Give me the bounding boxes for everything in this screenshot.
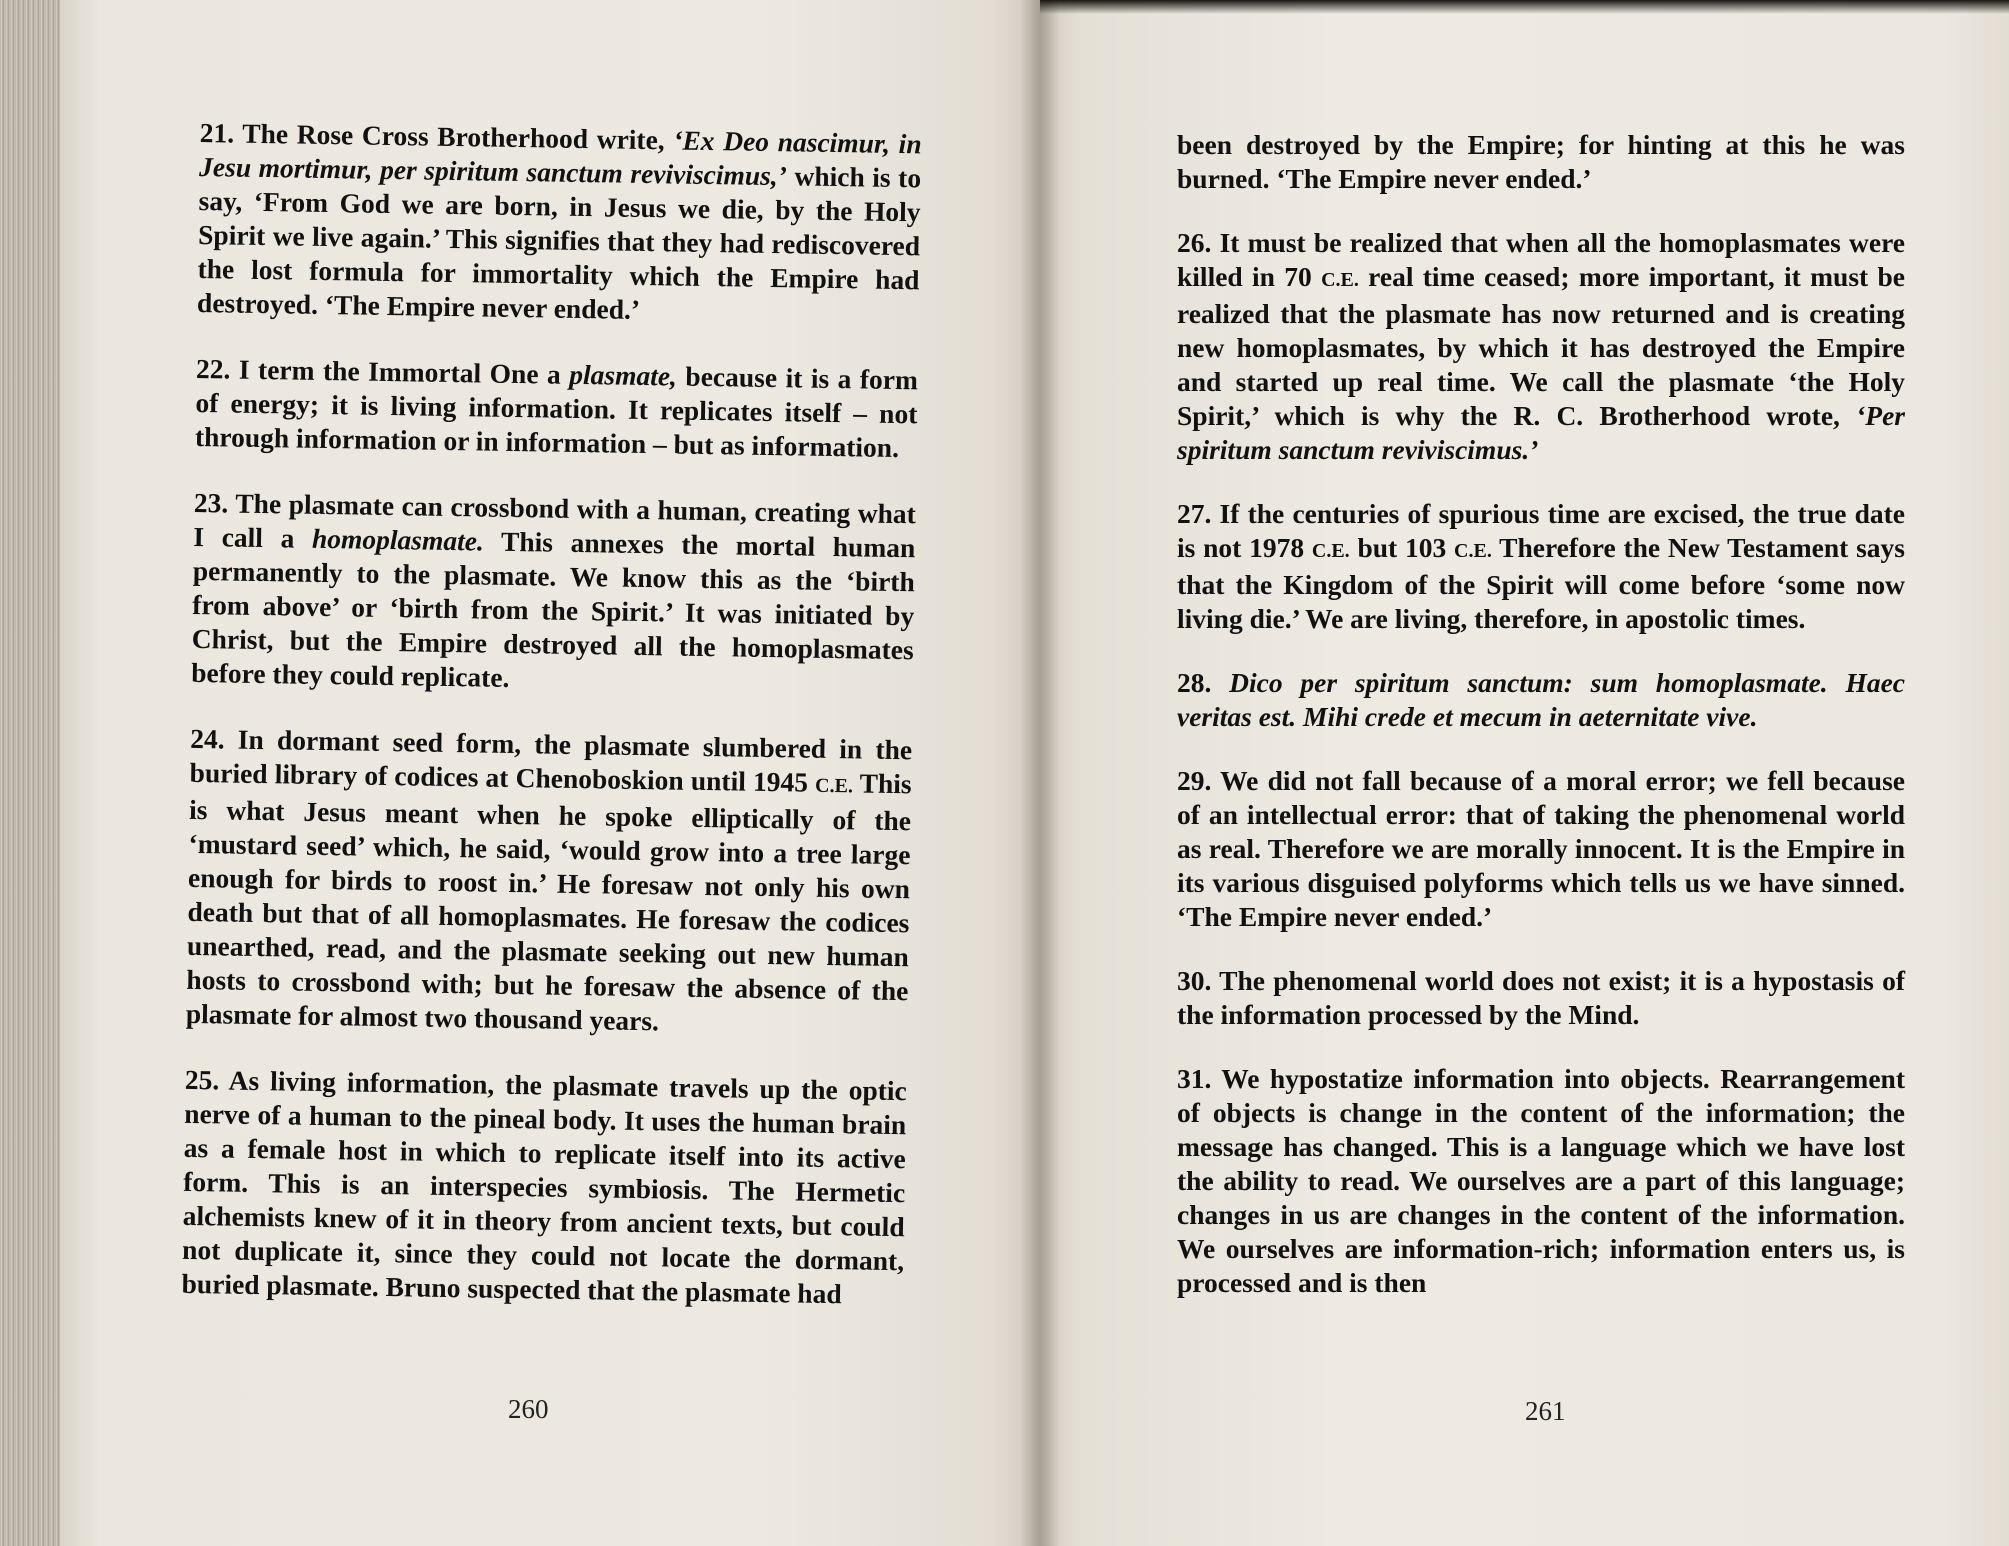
paragraph-29: 29. We did not fall because of a moral error; we fell because of an intellectual error: that of taking the phenomenal world as real. Therefore we are morally innocent. It is the Empire in its various disguised polyforms which tells us we have sinned. ‘The Empire never ended.’ <box>1177 765 1905 932</box>
paragraph-26 <box>1177 226 1905 467</box>
left-page-text <box>181 116 922 1344</box>
right-page-text <box>1177 128 1905 1330</box>
paragraph-text: This is what Jesus meant when he spoke elliptically of the ‘mustard seed’ which, he said, ‘would grow into a tree large enough for birds to roost in.’ He foresaw not only his own death but that of all homoplasmates. He foresaw the codices unearthed, read, and the plasmate seeking out new human hosts to crossbond with; but he foresaw the absence of the plasmate for almost two thousand years. <box>185 767 912 1037</box>
paragraph-23 <box>191 486 916 701</box>
top-shadow <box>1040 0 2009 14</box>
era-abbreviation: C.E. <box>1311 540 1350 562</box>
paragraph-30: 30. The phenomenal world does not exist; it is a hypostasis of the information processed by the Mind. <box>1177 965 1905 1030</box>
paragraph-25-continued: been destroyed by the Empire; for hinting at this he was burned. ‘The Empire never ended.’ <box>1177 129 1905 194</box>
era-abbreviation: C.E. <box>1454 540 1492 562</box>
page-number-left: 260 <box>508 1394 549 1424</box>
era-abbreviation: C.E. <box>814 774 854 798</box>
paragraph-text: Therefore the New Testament says that the Kingdom of the Spirit will come before ‘some now living die.’ We are living, therefore, in apostolic times. <box>1177 532 1905 634</box>
paragraph-text: 23. The plasmate can crossbond with a human, creating what I call a <box>193 486 917 554</box>
paragraph-text: real time ceased; more important, it must be realized that the plasmate has now returned and is creating new homoplasmates, by which it has destroyed the Empire and started up real time. We call the plasmate ‘the Holy Spirit,’ which is why the R. C. Brotherhood wrote, <box>1177 261 1905 431</box>
paragraph-31: 31. We hypostatize information into objects. Rearrangement of objects is change in the content of the information; the message has changed. This is a language which we have lost the ability to read. We ourselves are a part of this language; changes in us are changes in the content of the information. We ourselves are information-rich; information enters us, is processed and is then <box>1177 1063 1905 1298</box>
paragraph-number: 28. <box>1177 667 1230 698</box>
latin-quote: ‘Per spiritum sanctum reviviscimus.’ <box>1177 400 1905 465</box>
paragraph-text: but 103 <box>1349 532 1455 563</box>
paragraph-text: 22. I term the Immortal One a <box>195 352 570 390</box>
latin-motto: ‘Ex Deo nascimur, in Jesu mortimur, per spiritum sanctum reviviscimus,’ <box>198 124 922 192</box>
paragraph-text: 26. It must be realized that when all the homoplasmates were killed in 70 <box>1177 227 1905 292</box>
paragraph-22 <box>195 352 919 465</box>
paragraph-text: This annexes the mortal human permanently to the plasmate. We know this as the ‘birth from above’ or ‘birth from the Spirit.’ It was initiated by Christ, but the Empire destroyed all the homoplasmates before they could replicate. <box>191 525 916 693</box>
latin-declaration: Dico per spiritum sanctum: sum homoplasmate. Haec veritas est. Mihi crede et mecum in aeternitate vive. <box>1177 667 1906 732</box>
italic-term: plasmate, <box>569 358 678 392</box>
paragraph-text: 21. The Rose Cross Brotherhood write, <box>199 116 674 156</box>
paragraph-25: 25. As living information, the plasmate travels up the optic nerve of a human to the pineal body. It uses the human brain as a female host in which to replicate itself into its active form. This is an interspecies symbiosis. The Hermetic alchemists knew of it in theory from ancient texts, but could not duplicate it, since they could not locate the dormant, buried plasmate. Bruno suspected that the plasmate had <box>181 1063 908 1310</box>
paragraph-text: 24. In dormant seed form, the plasmate slumbered in the buried library of codices at Chenoboskion until 1945 <box>189 722 913 798</box>
paragraph-28 <box>1177 666 1905 734</box>
paragraph-text: because it is a form of energy; it is living information. It replicates itself – not through information or in information – but as information. <box>194 360 919 464</box>
book-gutter <box>1020 0 1060 1546</box>
page-number-right: 261 <box>1525 1396 1566 1426</box>
paragraph-text: 27. If the centuries of spurious time are excised, the true date is not 1978 <box>1177 498 1905 563</box>
paragraph-24 <box>186 722 913 1042</box>
paragraph-21 <box>197 116 922 331</box>
paragraph-text: which is to say, ‘From God we are born, in Jesus we die, by the Holy Spirit we live again.’ This signifies that they had rediscovered the lost formula for immortality which the Empire had destroyed. ‘The Empire never ended.’ <box>196 160 922 325</box>
era-abbreviation: C.E. <box>1321 269 1359 291</box>
italic-term: homoplasmate. <box>311 522 485 557</box>
paragraph-27 <box>1177 497 1905 636</box>
